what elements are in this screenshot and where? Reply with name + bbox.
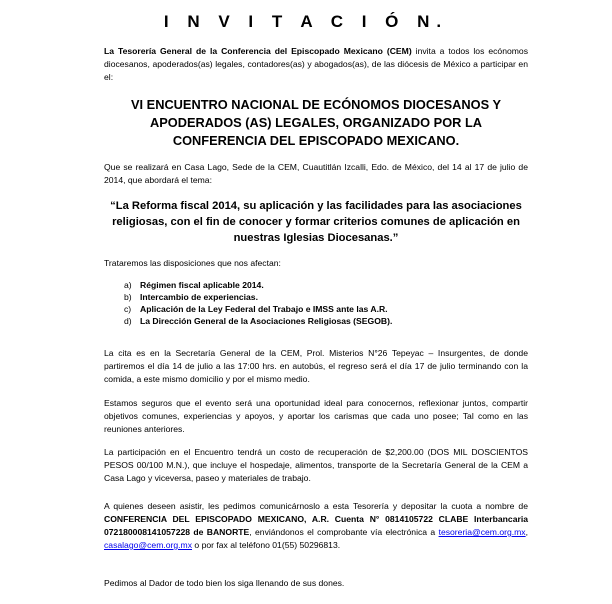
- opportunity-paragraph: Estamos seguros que el evento será una oportunidad ideal para conocernos, reflexionar juntos, compartir objetivos comunes, experiencias y apoyos, y aportar los carismas que cada uno posee; Tal como en las reuniones anteriores.: [104, 398, 528, 434]
- list-marker: a): [124, 280, 132, 290]
- topics-intro: Trataremos las disposiciones que nos afectan:: [104, 258, 281, 268]
- list-item: [124, 279, 392, 291]
- intro-paragraph: [104, 45, 528, 84]
- intro-org: La Tesorería General de la Conferencia del Episcopado Mexicano (CEM): [104, 46, 412, 56]
- closing-paragraph: Pedimos al Dador de todo bien los siga llenando de sus dones.: [104, 578, 345, 588]
- list-item-text: Régimen fiscal aplicable 2014.: [140, 280, 264, 290]
- list-item-text: Intercambio de experiencias.: [140, 292, 258, 302]
- payment-paragraph: [104, 500, 528, 552]
- list-marker: b): [124, 292, 132, 302]
- email-link-tesoreria[interactable]: tesoreria@cem.org.mx: [438, 527, 526, 537]
- payment-account: CONFERENCIA DEL EPISCOPADO MEXICANO, A.R. Cuenta N° 0814105722 CLABE Interbancaria 072180008141057228 de BANORTE: [104, 514, 528, 537]
- cost-paragraph: La participación en el Encuentro tendrá un costo de recuperación de $2,200.00 (DOS MIL DOSCIENTOS PESOS 00/100 M.N.), que incluye el hospedaje, alimentos, transporte de la Secretaría General de la CEM a Casa Lago y viceversa, paseo y materiales de trabajo.: [104, 447, 528, 483]
- payment-text-1: A quienes deseen asistir, les pedimos comunicárnoslo a esta Tesorería y depositar la cuota a nombre de: [104, 501, 528, 511]
- list-item: [124, 291, 392, 303]
- email-link-casalago[interactable]: casalago@cem.org.mx: [104, 540, 193, 550]
- meeting-paragraph: La cita es en la Secretaría General de la CEM, Prol. Misterios N°26 Tepeyac – Insurgentes, de donde partiremos el día 14 de julio a las 17:00 hrs. en autobús, el regreso será el día 17 de julio terminando con la comida, a este mismo domicilio y por el mismo medio.: [104, 348, 528, 384]
- list-marker: c): [124, 304, 132, 314]
- list-item-text: La Dirección General de la Asociaciones Religiosas (SEGOB).: [140, 316, 393, 326]
- event-title: VI ENCUENTRO NACIONAL DE ECÓNOMOS DIOCESANOS Y APODERADOS (AS) LEGALES, ORGANIZADO POR LA CONFERENCIA DEL EPISCOPADO MEXICANO.: [131, 97, 501, 148]
- payment-text-2: , enviándonos el comprobante vía electrónica a: [249, 527, 436, 537]
- list-item: [124, 315, 392, 327]
- payment-text-3: o por fax al teléfono 01(55) 50296813.: [194, 540, 341, 550]
- email-separator: ,: [525, 527, 528, 537]
- theme-quote: “La Reforma fiscal 2014, su aplicación y las facilidades para las asociaciones religiosas, con el fin de conocer y formar criterios comunes de aplicación en nuestras Iglesias Diocesanas.”: [110, 200, 522, 244]
- venue-paragraph: Que se realizará en Casa Lago, Sede de la CEM, Cuautitlán Izcalli, Edo. de México, del 14 al 17 de julio de 2014, que abordará el tema:: [104, 162, 528, 185]
- list-item: [124, 303, 392, 315]
- topics-list: [124, 279, 392, 327]
- list-marker: d): [124, 316, 132, 326]
- intro-rest: invita a todos los ecónomos diocesanos, apoderados(as) legales, contadores(as) y abogados(as), de las diócesis de México a participar en el:: [104, 46, 528, 82]
- list-item-text: Aplicación de la Ley Federal del Trabajo e IMSS ante las A.R.: [140, 304, 388, 314]
- page-title: I N V I T A C I Ó N.: [163, 12, 449, 31]
